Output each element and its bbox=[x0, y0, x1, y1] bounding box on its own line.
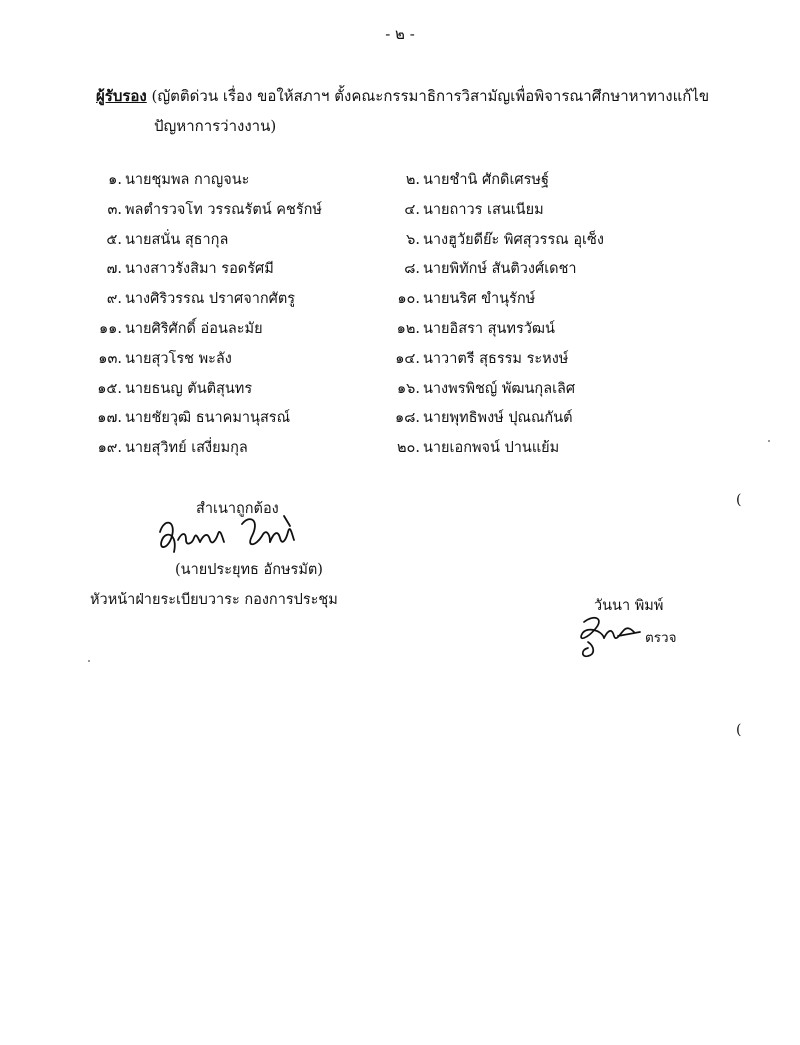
list-item: ๕. นายสนั่น สุธากุล bbox=[106, 231, 229, 248]
list-item: ๑๕. นายธนญ ตันติสุนทร bbox=[97, 380, 253, 397]
list-item: ๑๑. นายศิริศักดิ์ อ่อนละมัย bbox=[98, 320, 263, 337]
list-item: ๑๘. นายพุทธิพงษ์ ปุณณกันต์ bbox=[395, 410, 573, 427]
checker-note: ตรวจ bbox=[645, 630, 677, 646]
list-item: ๑๖. นางพรพิชญ์ พัฒนกุลเลิศ bbox=[396, 380, 576, 397]
list-item: ๒๐. นายเอกพจน์ ปานแย้ม bbox=[396, 440, 560, 457]
certifier-title: หัวหน้าฝ่ายระเบียบวาระ กองการประชุม bbox=[90, 592, 338, 608]
signatory-list-left bbox=[96, 170, 396, 468]
list-item: ๙. นางศิริวรรณ ปราศจากศัตรู bbox=[106, 291, 296, 308]
list-item: ๑๒. นายอิสรา สุนทรวัฒน์ bbox=[396, 320, 555, 337]
margin-mark: ( bbox=[736, 722, 742, 738]
signatory-list-right bbox=[394, 170, 694, 468]
page-number: - ๒ - bbox=[385, 25, 415, 43]
margin-mark: ( bbox=[736, 492, 742, 508]
list-item: ๑๔. นาวาตรี สุธรรม ระหงษ์ bbox=[395, 350, 569, 367]
scan-speck bbox=[768, 440, 770, 442]
certifier-signature bbox=[152, 510, 302, 560]
list-item: ๑๙. นายสุวิทย์ เสงี่ยมกุล bbox=[97, 440, 248, 457]
list-item: ๘. นายพิทักษ์ สันติวงศ์เดชา bbox=[404, 261, 577, 278]
list-item: ๑. นายชุมพล กาญจนะ bbox=[108, 172, 250, 188]
list-item: ๑๗. นายชัยวุฒิ ธนาคมานุสรณ์ bbox=[97, 410, 291, 427]
heading-continuation: ปัญหาการว่างงาน) bbox=[154, 117, 277, 135]
list-item: ๖. นางฮูวัยดีย๊ะ พิศสุวรรณ อุเซ็ง bbox=[406, 231, 604, 248]
heading-text: (ญัตติด่วน เรื่อง ขอให้สภาฯ ตั้งคณะกรรมาธิการวิสามัญเพื่อพิจารณาศึกษาหาทางแก้ไข bbox=[146, 87, 710, 105]
list-item: ๑๓. นายสุวโรช พะลัง bbox=[98, 350, 232, 367]
list-item: ๑๐. นายนริศ ขำนุรักษ์ bbox=[397, 291, 536, 308]
typist-note: วันนา พิมพ์ bbox=[594, 598, 664, 614]
certifier-name: (นายประยุทธ อักษรมัต) bbox=[175, 562, 323, 578]
list-item: ๒. นายชำนิ ศักดิเศรษฐ์ bbox=[405, 172, 549, 188]
list-item: ๗. นางสาวรังสิมา รอดรัศมี bbox=[106, 261, 274, 278]
list-item: ๔. นายถาวร เสนเนียม bbox=[404, 201, 544, 218]
certified-copy-text: สำเนาถูกต้อง bbox=[196, 501, 279, 517]
scan-speck bbox=[88, 660, 90, 662]
checker-signature bbox=[574, 612, 646, 660]
heading-label: ผู้รับรอง bbox=[96, 87, 147, 105]
heading bbox=[96, 84, 709, 108]
list-item: ๓. พลตำรวจโท วรรณรัตน์ คชรักษ์ bbox=[107, 201, 322, 218]
